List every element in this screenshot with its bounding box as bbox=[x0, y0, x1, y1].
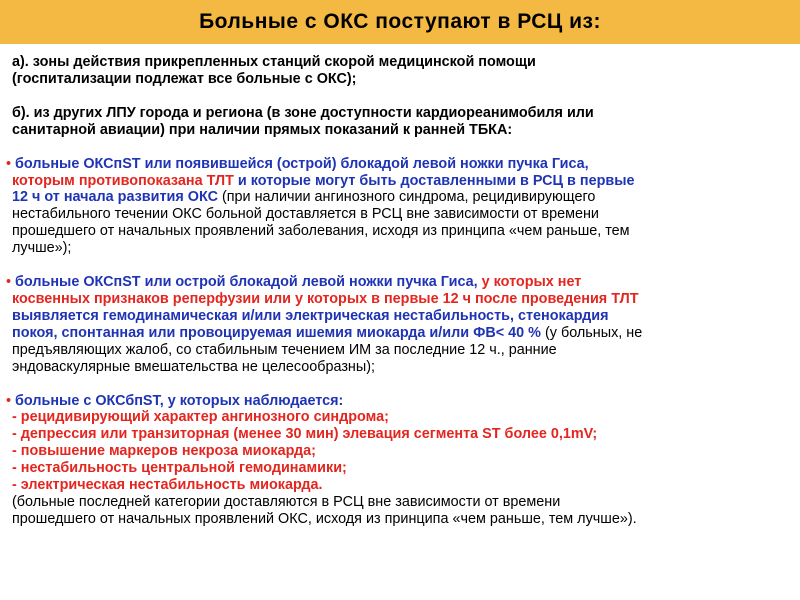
slide-content bbox=[6, 54, 796, 528]
bullet3-item-1: - рецидивирующий характер ангинозного синдрома; bbox=[12, 409, 389, 426]
bullet2-l1-red: у которых нет bbox=[477, 274, 582, 291]
page-title: Больные с ОКС поступают в РСЦ из: bbox=[199, 10, 601, 33]
bullet3-item-5: - электрическая нестабильность миокарда. bbox=[12, 477, 323, 494]
bullet1-line5: прошедшего от начальных проявлений заболевания, исходя из принципа «чем раньше, тем bbox=[12, 223, 630, 240]
bullet1-line1 bbox=[6, 156, 796, 173]
bullet3-line1 bbox=[6, 393, 796, 410]
bullet1-line4: нестабильного течении ОКС больной доставляется в РСЦ вне зависимости от времени bbox=[12, 206, 599, 223]
bullet3-note-line1: (больные последней категории доставляются в РСЦ вне зависимости от времени bbox=[12, 493, 561, 510]
bullet3-item-3: - повышение маркеров некроза миокарда; bbox=[12, 443, 316, 460]
bullet2-line6: эндоваскулярные вмешательства не целесообразны); bbox=[12, 358, 376, 375]
bullet1-line3 bbox=[6, 189, 796, 206]
bullet2-line4 bbox=[6, 325, 796, 342]
bullet3-l1-blue: больные с ОКСбпST, у которых наблюдается: bbox=[11, 392, 344, 409]
para-b-line2: санитарной авиации) при наличии прямых показаний к ранней ТБКА: bbox=[12, 121, 513, 138]
bullet3-note-line2: прошедшего от начальных проявлений ОКС, исходя из принципа «чем раньше, тем лучше»). bbox=[12, 510, 637, 527]
para-a-line2: (госпитализации подлежат все больные с ОКС); bbox=[12, 70, 357, 87]
bullet1-l2-red: которым противопоказана ТЛТ bbox=[12, 172, 234, 189]
bullet2-line1 bbox=[6, 274, 796, 291]
para-b-line1: б). из других ЛПУ города и региона (в зоне доступности кардиореанимобиля или bbox=[12, 104, 594, 121]
bullet2-line5: предъявляющих жалоб, со стабильным течением ИМ за последние 12 ч., ранние bbox=[12, 341, 557, 358]
bullet1-l2-blue: и которые могут быть доставленными в РСЦ в первые bbox=[233, 172, 635, 189]
title-bar bbox=[0, 0, 800, 44]
bullet2-line3: выявляется гемодинамическая и/или электрическая нестабильность, стенокардия bbox=[12, 307, 609, 324]
bullet-marker: • bbox=[6, 155, 12, 172]
bullet1-l1: больные ОКСпST или появившейся (острой) блокадой левой ножки пучка Гиса, bbox=[11, 155, 589, 172]
bullet2-l1-blue: больные ОКСпST или острой блокадой левой ножки пучка Гиса, bbox=[11, 274, 478, 291]
bullet3-item-4: - нестабильность центральной гемодинамики; bbox=[12, 460, 347, 477]
bullet1-l3-dark: (при наличии ангинозного синдрома, рецидивирующего bbox=[217, 189, 596, 206]
para-a-line1: а). зоны действия прикрепленных станций скорой медицинской помощи bbox=[12, 54, 536, 70]
bullet-marker: • bbox=[6, 274, 12, 291]
bullet2-line2: косвенных признаков реперфузии или у которых в первые 12 ч после проведения ТЛТ bbox=[12, 290, 639, 307]
bullet-marker: • bbox=[6, 392, 12, 409]
bullet1-line6: лучше»); bbox=[12, 240, 72, 257]
bullet2-l4-dark: (у больных, не bbox=[540, 324, 643, 341]
bullet2-l4-blue: покоя, спонтанная или провоцируемая ишемия миокарда и/или ФВ< 40 % bbox=[12, 324, 541, 341]
bullet3-item-2: - депрессия или транзиторная (менее 30 мин) элевация сегмента ST более 0,1mV; bbox=[12, 426, 598, 443]
bullet1-l3-blue: 12 ч от начала развития ОКС bbox=[12, 189, 218, 206]
bullet1-line2 bbox=[6, 173, 796, 190]
